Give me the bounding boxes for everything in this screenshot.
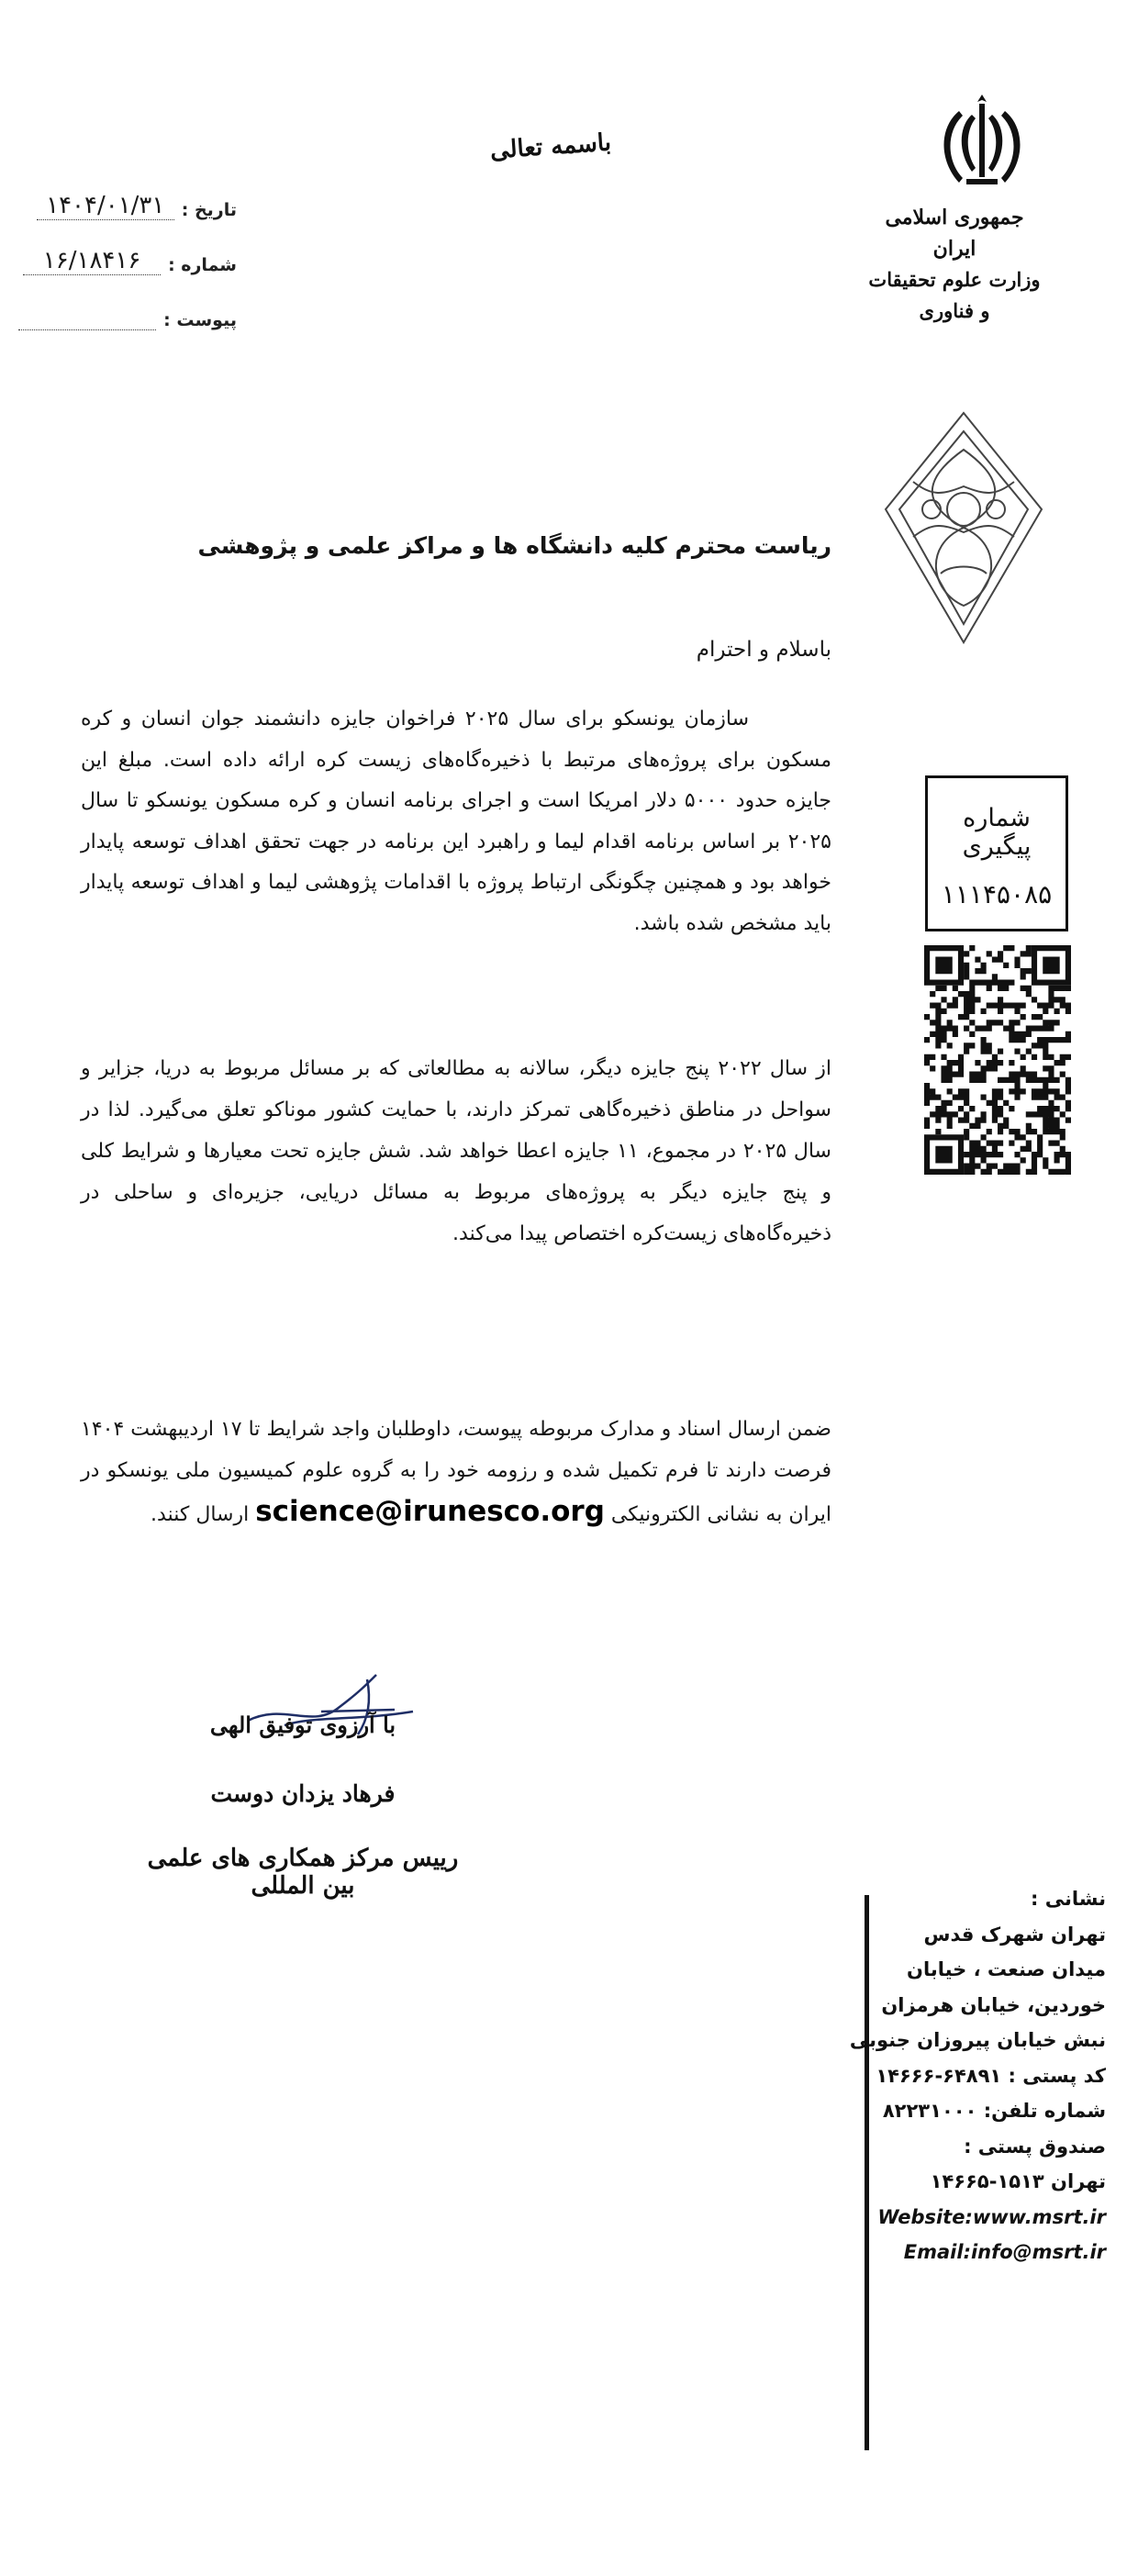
footer-divider	[865, 1895, 869, 2450]
ornament-icon	[876, 408, 1051, 647]
number-row	[26, 239, 237, 275]
ministry-letterhead	[863, 202, 1046, 327]
address-line: میدان صنعت ، خیابان	[907, 1958, 1106, 1980]
basmala: باسمه تعالی	[488, 128, 613, 165]
gov-line-1: جمهوری اسلامی ایران	[885, 206, 1024, 261]
address-line: نشانی :	[1031, 1888, 1106, 1910]
footer-email-link[interactable]: Email:info@msrt.ir	[903, 2241, 1106, 2263]
paragraph-2-text: از سال ۲۰۲۲ پنج جایزه دیگر، سالانه به مطالعاتی که بر مسائل مربوط به دریا، جزایر و سواحل در مناطق ذخیره‌گاهی تمرکز دارند، با حمایت کشور موناکو تعلق می‌گیرد. لذا در سال ۲۰۲۵ در مجموع، ۱۱ جایزه اعطا خواهد شد. شش جایزه تحت معیارها و شرایط کلی و پنج جایزه دیگر به پروژه‌های مربوط به مسائل دریایی، جزیره‌ای و ساحلی در ذخیره‌گاه‌های زیست‌کره اختصاص پیدا می‌کند.	[81, 1057, 831, 1245]
paragraph-3-before: ضمن ارسال اسناد و مدارک مربوطه پیوست، داوطلبان واجد شرایط تا ۱۷ اردیبهشت ۱۴۰۴ فرصت دارند تا فرم تکمیل شده و رزومه خود را به گروه علوم کمیسیون ملی یونسکو در ایران به نشانی الکترونیکی	[81, 1418, 831, 1526]
paragraph-3	[81, 1409, 831, 1535]
contact-email-link[interactable]: science@irunesco.org	[255, 1495, 605, 1528]
paragraph-1	[81, 699, 831, 945]
address-line: خوردین، خیابان هرمزان	[881, 1993, 1106, 2016]
paragraph-1-text: سازمان یونسکو برای سال ۲۰۲۵ فراخوان جایزه دانشمند جوان انسان و کره مسکون برای پروژه‌های مرتبط با ذخیره‌گاه‌های زیست کره ارائه داده است. مبلغ این جایزه حدود ۵۰۰۰ دلار امریکا است و اجرای برنامه انسان و کره مسکون یونسکو تا سال ۲۰۲۵ بر اساس برنامه اقدام لیما و راهبرد این برنامه در جهت تحقق اهداف توسعه پایدار خواهد بود و همچنین چگونگی ارتباط پروژه با اقدامات پژوهشی لیما و اهداف توسعه پایدار باید مشخص شده باشد.	[81, 708, 831, 935]
attachment-label: پیوست :	[163, 310, 237, 330]
address-line: تهران شهرک قدس	[923, 1923, 1106, 1946]
signatory-name: فرهاد یزدان دوست	[210, 1780, 396, 1807]
address-line: نبش خیابان پیروزان جنوبی	[849, 2029, 1106, 2051]
tracking-box	[925, 775, 1068, 931]
date-value: ۱۴۰۴/۰۱/۳۱	[37, 192, 174, 220]
phone-number: شماره تلفن: ۸۲۲۳۱۰۰۰	[882, 2100, 1106, 2122]
iran-emblem-icon	[932, 87, 1032, 197]
letter-recipient: ریاست محترم کلیه دانشگاه ها و مراکز علمی و پژوهشی	[197, 532, 831, 559]
attachment-row	[26, 294, 237, 330]
attachment-value	[18, 311, 156, 330]
footer-address	[849, 1881, 1106, 2270]
paragraph-3-after: ارسال کنند.	[151, 1503, 250, 1526]
tracking-number: ۱۱۱۴۵۰۸۵	[941, 879, 1053, 909]
gov-line-2: وزارت علوم تحقیقات و فناوری	[868, 268, 1041, 322]
number-label: شماره :	[168, 255, 237, 275]
po-box-number: تهران ۱۵۱۳-۱۴۶۶۵	[930, 2170, 1106, 2192]
signature-closing: با آرزوی توفیق الهی	[209, 1712, 396, 1738]
date-label: تاریخ :	[181, 200, 237, 220]
postal-code: کد پستی : ۶۴۸۹۱-۱۴۶۶۶	[876, 2064, 1106, 2087]
number-value: ۱۶/۱۸۴۱۶	[23, 247, 161, 275]
po-box-label: صندوق پستی :	[964, 2135, 1106, 2158]
letter-greeting: باسلام و احترام	[696, 638, 831, 662]
qr-code-icon[interactable]	[924, 945, 1071, 1175]
website-link[interactable]: Website:www.msrt.ir	[877, 2205, 1106, 2228]
tracking-label: شماره پیگیری	[962, 804, 1032, 861]
paragraph-2	[81, 1048, 831, 1255]
signatory-title: رییس مرکز همکاری های علمی بین المللی	[147, 1845, 459, 1900]
date-row	[26, 184, 237, 220]
